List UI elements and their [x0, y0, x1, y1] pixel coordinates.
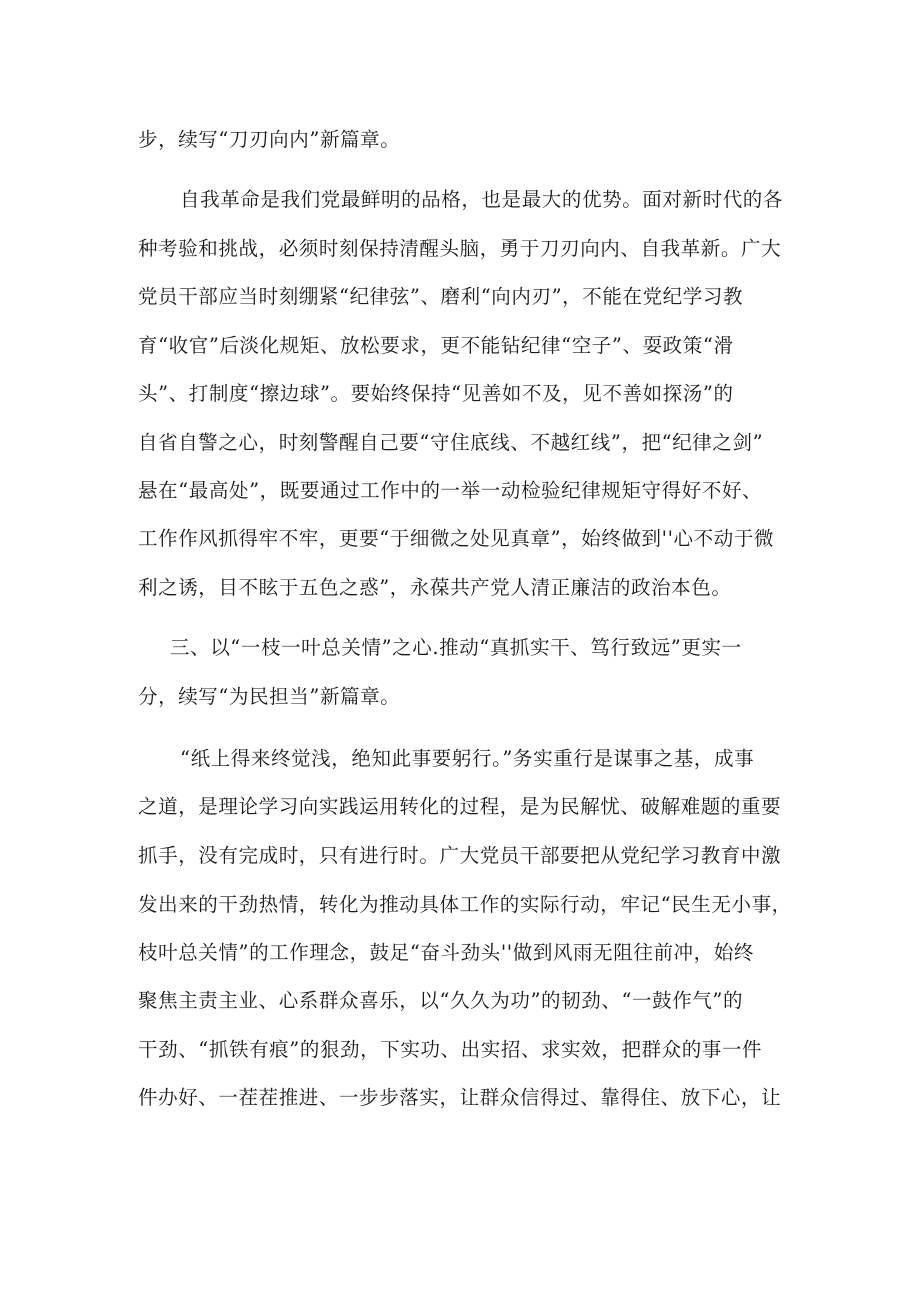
text-line: 步，续写“刀刃向内”新篇章。 — [138, 128, 401, 151]
text-line: “纸上得来终觉浅，绝知此事要躬行。”务实重行是谋事之基，成事 — [180, 747, 755, 770]
text-line: 悬在“最高处”，既要通过工作中的一举一动检验纪律规矩守得好不好、 — [138, 479, 763, 502]
text-line: 枝叶总关情”的工作理念，鼓足“奋斗劲头''做到风雨无阻往前冲，始终 — [138, 941, 754, 964]
text-line: 育“收官”后淡化规矩、放松要求，更不能钻纪律“空子”、耍政策“滑 — [138, 334, 734, 357]
text-line: 抓手，没有完成时，只有进行时。广大党员干部要把从党纪学习教育中激 — [138, 844, 782, 867]
text-line: 种考验和挑战，必须时刻保持清醒头脑，勇于刀刃向内、自我革新。广大 — [138, 237, 782, 260]
text-line: 发出来的干劲热情，转化为推动具体工作的实际行动，牢记“民生无小事， — [138, 893, 792, 916]
text-line: 党员干部应当时刻绷紧“纪律弦”、磨利“向内刃”，不能在党纪学习教 — [138, 285, 744, 308]
text-line: 利之诱，目不眩于五色之惑”，永葆共产党人清正廉洁的政治本色。 — [138, 576, 732, 599]
text-line: 件办好、一茬茬推进、一步步落实，让群众信得过、靠得住、放下心，让 — [138, 1086, 782, 1109]
text-line: 干劲、“抓铁有痕”的狠劲，下实功、出实招、求实效，把群众的事一件 — [138, 1038, 763, 1061]
text-line: 工作作风抓得牢不牢，更要“于细微之处见真章”，始终做到''心不动于微 — [138, 527, 775, 550]
section-heading-line: 三、以“一枝一叶总关情”之心.推动“真抓实干、笃行致远”更实一 — [170, 636, 742, 659]
text-line: 聚焦主责主业、心系群众喜乐，以“久久为功”的韧劲、“一鼓作气”的 — [138, 989, 744, 1012]
text-line: 头”、打制度“擦边球”。要始终保持“见善如不及，见不善如探汤”的 — [138, 382, 734, 405]
text-line: 自我革命是我们党最鲜明的品格，也是最大的优势。面对新时代的各 — [180, 188, 784, 211]
text-line: 自省自警之心，时刻警醒自己要“守住底线、不越红线”，把“纪律之剑” — [138, 431, 764, 454]
section-heading-line: 分，续写“为民担当”新篇章。 — [138, 685, 401, 708]
text-line: 之道，是理论学习向实践运用转化的过程，是为民解忧、破解难题的重要 — [138, 795, 782, 818]
